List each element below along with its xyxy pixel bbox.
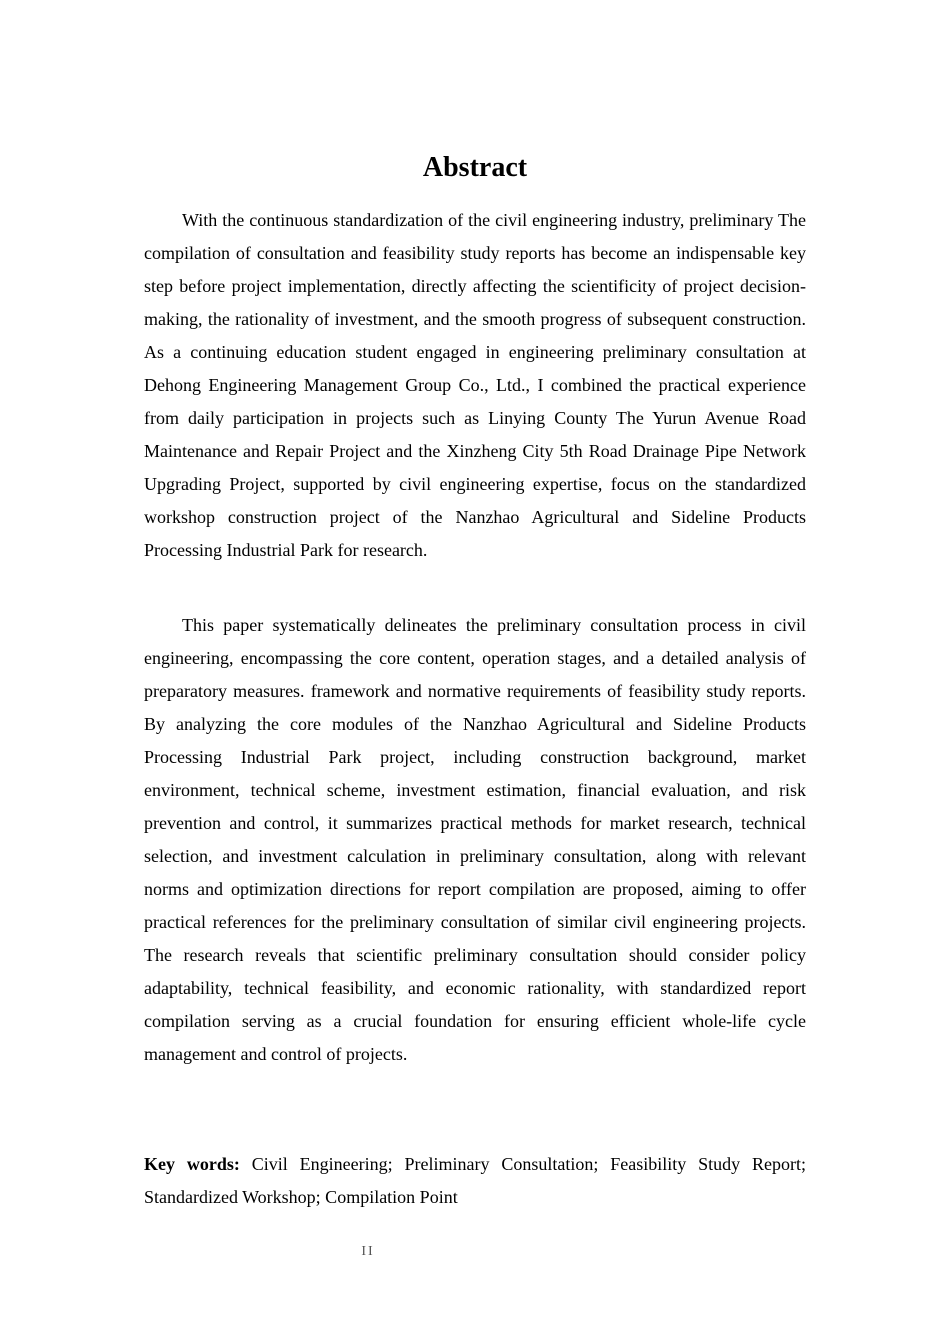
abstract-title: Abstract <box>422 152 528 183</box>
keywords-label: Key words: <box>144 1154 240 1174</box>
keywords-line <box>144 1148 806 1214</box>
abstract-paragraph-2: This paper systematically delineates the preliminary consultation process in civil engineering, encompassing the core content, operation stages, and a detailed analysis of preparatory measures. framework and normative requirements of feasibility study reports. By analyzing the core modules of the Nanzhao Agricultural and Sideline Products Processing Industrial Park project, including construction background, market environment, technical scheme, investment estimation, financial evaluation, and risk prevention and control, it summarizes practical methods for market research, technical selection, and investment calculation in preliminary consultation, along with relevant norms and optimization directions for report compilation are proposed, aiming to offer practical references for the preliminary consultation of similar civil engineering projects. The research reveals that scientific preliminary consultation should consider policy adaptability, technical feasibility, and economic rationality, with standardized report compilation serving as a crucial foundation for ensuring efficient whole-life cycle management and control of projects. <box>144 615 806 1064</box>
page-number: II <box>361 1244 375 1259</box>
abstract-paragraph-1: With the continuous standardization of the civil engineering industry, preliminary The compilation of consultation and feasibility study reports has become an indispensable key step before project implementation, directly affecting the scientificity of project decision-making, the rationality of investment, and the smooth progress of subsequent construction. As a continuing education student engaged in engineering preliminary consultation at Dehong Engineering Management Group Co., Ltd., I combined the practical experience from daily participation in projects such as Linying County The Yurun Avenue Road Maintenance and Repair Project and the Xinzheng City 5th Road Drainage Pipe Network Upgrading Project, supported by civil engineering expertise, focus on the standardized workshop construction project of the Nanzhao Agricultural and Sideline Products Processing Industrial Park for research. <box>144 210 806 560</box>
keywords-text: Civil Engineering; Preliminary Consultation; Feasibility Study Report; Standardized Workshop; Compilation Point <box>144 1154 806 1207</box>
